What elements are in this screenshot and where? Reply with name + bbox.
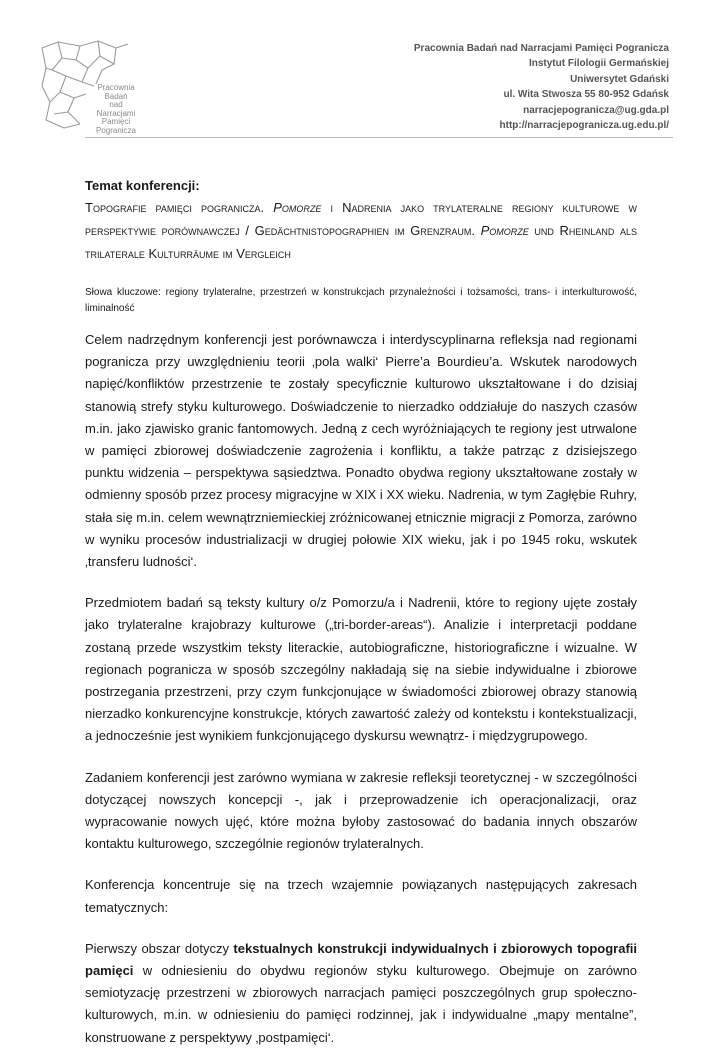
logo-line: Pracownia [97, 83, 135, 92]
document-body [85, 176, 637, 1049]
topic-part: i Nadrenia jako trylateralne regiony kulturowe w perspektywie porównawczej / Gedächtnistopographien im Grenzraum. [85, 200, 637, 238]
logo-text [86, 84, 146, 136]
university-name: Uniwersytet Gdański [570, 73, 669, 85]
topic-part-italic: Pomorze [273, 200, 322, 215]
paragraph-goal: Celem nadrzędnym konferencji jest porównawcza i interdyscyplinarna refleksja nad regionami pogranicza przy uwzględnieniu teorii ‚pola walki‘ Pierre’a Bourdieu’a. Wskutek narodowych napięć/konfliktów przestrzenie te zostały specyficznie kulturowo ukształtowane i do dzisiaj stanowią strefy styku kulturowego. Doświadczenie to nierzadko oddziałuje do naszych czasów m.in. jako zjawisko granic fantomowych. Jedną z cech wyróżniających te regiony jest utrwalone w pamięci zbiorowej doświadczenie zagrożenia i konfliktu, a także patrząc z dzisiejszego punktu widzenia – perspektywa sąsiedztwa. Ponadto obydwa regiony ukształtowane zostały w odmienny sposób przez procesy migracyjne w XIX i XX wieku. Nadrenia, w tym Zagłębie Ruhry, stała się m.in. celem wewnątrzniemieckiej zróżnicowanej etnicznie migracji z Pomorza, zarówno w wyniku procesów industrializacji w drugiej połowie XIX wieku, jak i po 1945 roku, wskutek ‚transferu ludności‘. [85, 332, 637, 570]
logo-line: Pogranicza [95, 125, 137, 135]
website-link[interactable]: http://narracjepogranicza.ug.edu.pl/ [499, 120, 669, 132]
logo-line: Badań [104, 91, 128, 101]
topic-part: und Rheinland als trilaterale Kulturräume im Vergleich [85, 223, 637, 261]
lab-logo [40, 40, 140, 135]
conference-topic [85, 196, 637, 265]
paragraph-task: Zadaniem konferencji jest zarówno wymiana w zakresie refleksji teoretycznej - w szczególności dotyczącej nowszych koncepcji -, jak i przeprowadzenie ich operacjonalizacji, oraz wypracowanie nowych ujęć, które można byłoby zastosować do badania innych obszarów kontaktu kulturowego, szczególnie regionów trylateralnych. [85, 769, 637, 852]
paragraph-text: w odniesieniu do obydwu regionów styku kulturowego. Obejmuje on zarówno semiotyzację przestrzeni w zbiorowych narracjach pamięci poszczególnych grup społeczno-kulturowych, m.in. w odniesieniu do pamięci rodzinnej, jak i indywidualne „mapy mentalne”, konstruowane z perspektywy ‚postpamięci‘. [85, 963, 637, 1045]
paragraph-bold-text: tekstualnych konstrukcji indywidualnych i zbiorowych topografii pamięci [85, 940, 638, 979]
keywords: Słowa kluczowe: regiony trylateralne, przestrzeń w konstrukcjach przynależności i tożsamości, trans- i interkulturowość, liminalność [85, 287, 637, 314]
header-divider [85, 137, 673, 138]
topic-part-italic: Pomorze [480, 223, 529, 238]
logo-line: Pamięci [101, 117, 131, 127]
topic-heading: Temat konferencji: [85, 178, 200, 193]
topic-part: Topografie pamięci pogranicza. [85, 200, 274, 215]
logo-line: Narracjami [96, 108, 136, 118]
paragraph-first-area [85, 938, 637, 1049]
email-address[interactable]: narracjepogranicza@ug.gda.pl [523, 104, 669, 116]
street-address: ul. Wita Stwosza 55 80-952 Gdańsk [503, 89, 669, 101]
institution-name: Pracownia Badań nad Narracjami Pamięci Pogranicza [413, 43, 669, 54]
institution-address-block [414, 41, 669, 133]
logo-line: nad [109, 100, 123, 110]
institute-name: Instytut Filologii Germańskiej [528, 58, 669, 70]
paragraph-subject: Przedmiotem badań są teksty kultury o/z Pomorzu/a i Nadrenii, które to regiony ujęte zostały jako trylateralne krajobrazy kulturowe („tri-border-areas“). Analizie i interpretacji poddane zostaną przede wszystkim teksty literackie, autobiograficzne, historiograficzne i wizualne. W regionach pogranicza w sposób szczególny nakładają się na siebie indywidualne i zbiorowe postrzegania przestrzeni, przy czym funkcjonujące w świadomości zbiorowej obrazy stanowią nierzadko konkurencyjne konstrukcje, których zawartość zależy od kontekstu i kontekstualizacji, a jednocześnie jest wynikiem funkcjonującego dyskursu wewnątrz- i międzygrupowego. [85, 595, 637, 744]
paragraph-scope: Konferencja koncentruje się na trzech wzajemnie powiązanych następujących zakresach tematycznych: [85, 877, 637, 915]
paragraph-text: Pierwszy obszar dotyczy [85, 940, 234, 956]
